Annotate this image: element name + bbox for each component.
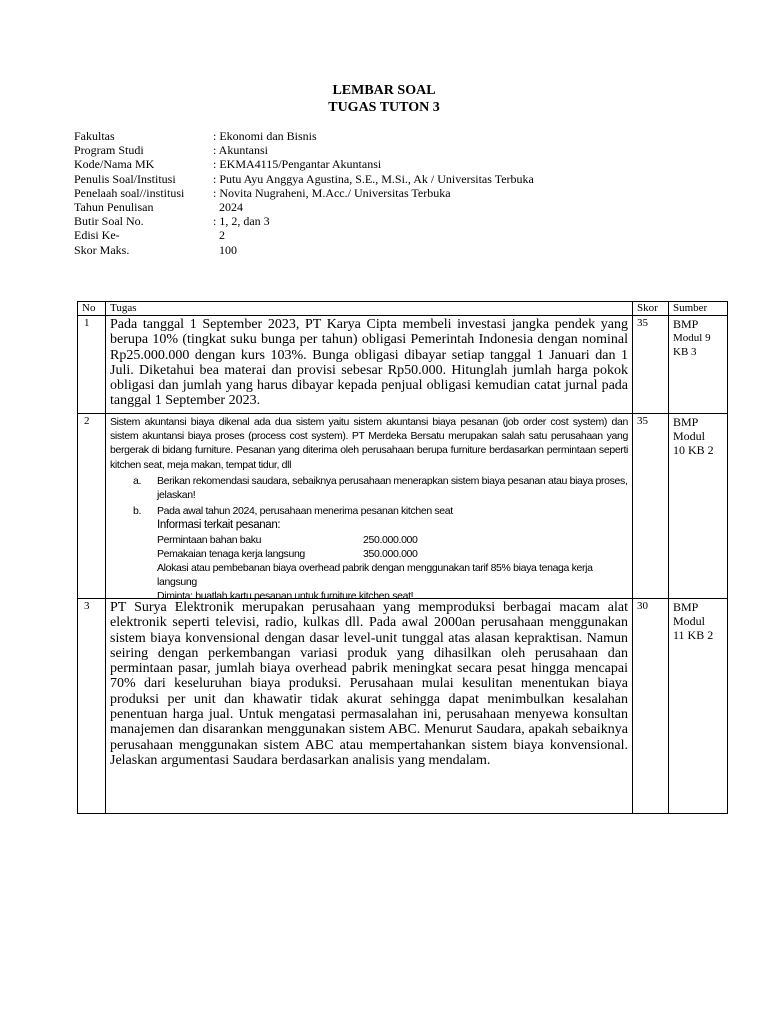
diminta-text: Diminta: buatlah kartu pesanan untuk furniture kitchen seat!	[157, 590, 414, 603]
meta-value: : EKMA4115/Pengantar Akuntansi	[213, 157, 382, 172]
meta-key: Kode/Nama MK	[74, 157, 155, 172]
question-number: 3	[78, 599, 106, 814]
meta-value: : 1, 2, dan 3	[213, 214, 270, 229]
question-score: 30	[633, 599, 669, 814]
source-line: 11 KB 2	[673, 628, 714, 642]
question-score: 35	[633, 316, 669, 414]
info-label: Pemakaian tenaga kerja langsung	[157, 547, 305, 560]
question-body	[110, 415, 628, 603]
sub-question-list	[110, 474, 628, 604]
header-sumber: Sumber	[669, 302, 728, 316]
sub-question-label: a.	[133, 474, 142, 487]
source-line: Modul	[673, 614, 706, 628]
question-source	[669, 599, 728, 814]
question-number: 1	[78, 316, 106, 414]
source-line: BMP	[673, 600, 699, 614]
meta-key: Penulis Soal/Institusi	[74, 171, 176, 186]
source-line: Modul	[673, 429, 706, 443]
question-cell	[106, 414, 633, 603]
sub-question-label: b.	[133, 505, 142, 518]
question-text: Pada tanggal 1 September 2023, PT Karya Cipta membeli investasi jangka pendek yang berupa 10% (tingkat suku bunga per tahun) obligasi Pemerintah Indonesia dengan nominal Rp25.000.000 dengan kurs 103%. Bunga obligasi dibayar setiap tanggal 1 Januari dan 1 Juli. Diketahui bea materai dan provisi sebesar Rp50.000. Hitunglah jumlah harga pokok obligasi dan jumlah yang harus dibayar kepada penjual obligasi kemudian catat jurnal pada tanggal 1 September 2023.	[110, 317, 628, 409]
info-label: Permintaan bahan baku	[157, 533, 262, 546]
header-no: No	[78, 302, 106, 316]
meta-key: Skor Maks.	[74, 242, 130, 257]
sub-question-text: Berikan rekomendasi saudara, sebaiknya perusahaan menerapkan sistem biaya pesanan atau biaya proses, jelaskan!	[157, 474, 628, 502]
table-row	[78, 599, 728, 814]
question-cell	[106, 599, 633, 814]
question-text: PT Surya Elektronik merupakan perusahaan yang memproduksi berbagai macam alat elektronik seperti televisi, radio, kulkas dll. Pada awal 2000an perusahaan menggunakan sistem biaya konvensional dengan dasar level-unit tunggal atas alasan kepraktisan. Namun seiring dengan perkembangan variasi produk yang dihasilkan oleh perusahaan dan permintaan pasar, jumlah biaya overhead pabrik meningkat secara pesat hingga mencapai 70% dari keseluruhan biaya produksi. Perusahaan mulai kesulitan menentukan biaya produksi per unit dan khawatir tidak akurat sehingga dapat menimbulkan kesalahan penentuan harga jual. Untuk mengatasi permasalahan ini, perusahaan menyewa konsultan manajemen dan disarankan menggunakan sistem ABC. Menurut Saudara, apakah sebaiknya perusahaan menggunakan sistem ABC atau mempertahankan sistem biaya konvensional. Jelaskan argumentasi Saudara berdasarkan analisis yang mendalam.	[110, 600, 628, 768]
info-title: Informasi terkait pesanan:	[157, 519, 281, 532]
table-row	[78, 414, 728, 599]
meta-value: 2	[213, 228, 225, 243]
document-title: LEMBAR SOAL	[332, 83, 436, 98]
meta-key: Fakultas	[74, 129, 115, 143]
questions-table	[77, 301, 728, 814]
question-source	[669, 414, 728, 599]
question-source	[669, 316, 728, 414]
meta-value: 2024	[213, 199, 243, 214]
meta-key: Tahun Penulisan	[74, 199, 154, 214]
meta-value: 100	[213, 242, 237, 257]
meta-value: : Ekonomi dan Bisnis	[213, 129, 317, 143]
meta-value: : Novita Nugraheni, M.Acc./ Universitas Terbuka	[213, 185, 451, 200]
table-row	[78, 316, 728, 414]
question-intro: Sistem akuntansi biaya dikenal ada dua sistem yaitu sistem akuntansi biaya pesanan (job order cost system) dan sistem akuntansi biaya proses (process cost system). PT Merdeka Bersatu merupakan salah satu perusahaan yang bergerak di bidang furniture. Pesanan yang diterima oleh perusahaan berupa furniture berdasarkan permintaan seperti kitchen seat, meja makan, tempat tidur, dll	[110, 416, 628, 471]
sub-question-b	[110, 504, 628, 518]
info-row	[110, 533, 628, 547]
alokasi-text: Alokasi atau pembebanan biaya overhead pabrik dengan menggunakan tarif 85% biaya tenaga kerja langsung	[157, 562, 593, 589]
document-subtitle: TUGAS TUTON 3	[328, 100, 440, 115]
meta-value: : Akuntansi	[213, 143, 269, 158]
question-cell	[106, 316, 633, 414]
source-line: 10 KB 2	[673, 443, 714, 457]
question-score: 35	[633, 414, 669, 599]
source-line: BMP	[673, 415, 699, 429]
meta-key: Program Studi	[74, 143, 144, 158]
meta-key: Edisi Ke-	[74, 228, 120, 243]
question-number: 2	[78, 414, 106, 599]
source-line: BMP	[673, 317, 699, 331]
table-header-row	[78, 302, 728, 316]
info-row	[110, 547, 628, 561]
meta-key: Butir Soal No.	[74, 214, 144, 229]
sub-question-text: Pada awal tahun 2024, perusahaan menerima pesanan kitchen seat	[157, 505, 453, 518]
meta-value: : Putu Ayu Anggya Agustina, S.E., M.Si., Ak / Universitas Terbuka	[213, 171, 534, 186]
meta-key: Penelaah soal//institusi	[74, 185, 185, 200]
source-line: KB 3	[673, 346, 697, 358]
info-amount: 350.000.000	[363, 547, 418, 560]
header-skor: Skor	[633, 302, 669, 316]
header-tugas: Tugas	[106, 302, 633, 316]
source-line: Modul 9	[673, 332, 711, 344]
info-amount: 250.000.000	[363, 533, 418, 546]
sub-question-a	[110, 474, 628, 502]
